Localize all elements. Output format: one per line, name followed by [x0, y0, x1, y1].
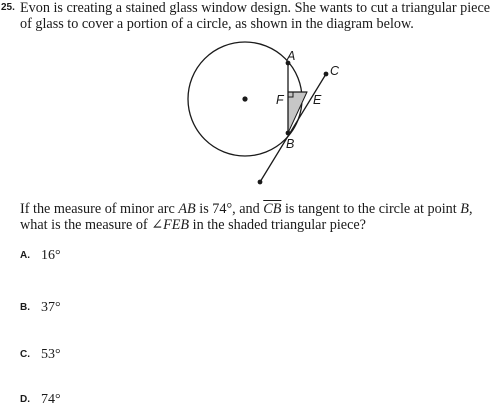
choice-c-text: 53° [41, 347, 61, 362]
choice-b-text: 37° [41, 300, 61, 315]
point-b [286, 131, 291, 136]
choice-d-letter: D. [20, 393, 30, 405]
choice-a-text: 16° [41, 248, 61, 263]
label-f: F [276, 93, 284, 107]
question-number: 25. [1, 2, 15, 13]
choice-c[interactable] [20, 346, 61, 364]
shaded-triangle [288, 92, 307, 133]
question-prompt: If the measure of minor arc AB is 74°, and $\overline{CB}$ is tangent to the circle at point B, what is the measure of ∠FEB in the shaded triangular piece? [20, 201, 473, 233]
choice-a[interactable] [20, 247, 61, 265]
label-c: C [330, 64, 340, 78]
point-c [324, 72, 329, 77]
center-point [242, 96, 247, 101]
choice-b-letter: B. [20, 301, 30, 313]
choice-a-letter: A. [20, 249, 30, 261]
choice-c-letter: C. [20, 348, 30, 360]
segment-name: $\overline{CB}$ [263, 201, 282, 217]
point-end [258, 180, 263, 185]
arc-name: AB [178, 201, 196, 217]
tangent-point: B [460, 201, 469, 217]
label-a: A [287, 49, 296, 63]
choice-d-text: 74° [41, 392, 61, 407]
angle-name: ∠FEB [151, 217, 190, 233]
tangent-line-cb [260, 74, 326, 182]
label-e: E [313, 93, 322, 107]
question-stem: Evon is creating a stained glass window design. She wants to cut a triangular piece of glass to cover a portion of a circle, as shown in the diagram below. [20, 0, 491, 32]
choice-d[interactable] [20, 391, 61, 409]
label-b: B [286, 137, 295, 151]
choice-b[interactable] [20, 299, 61, 317]
